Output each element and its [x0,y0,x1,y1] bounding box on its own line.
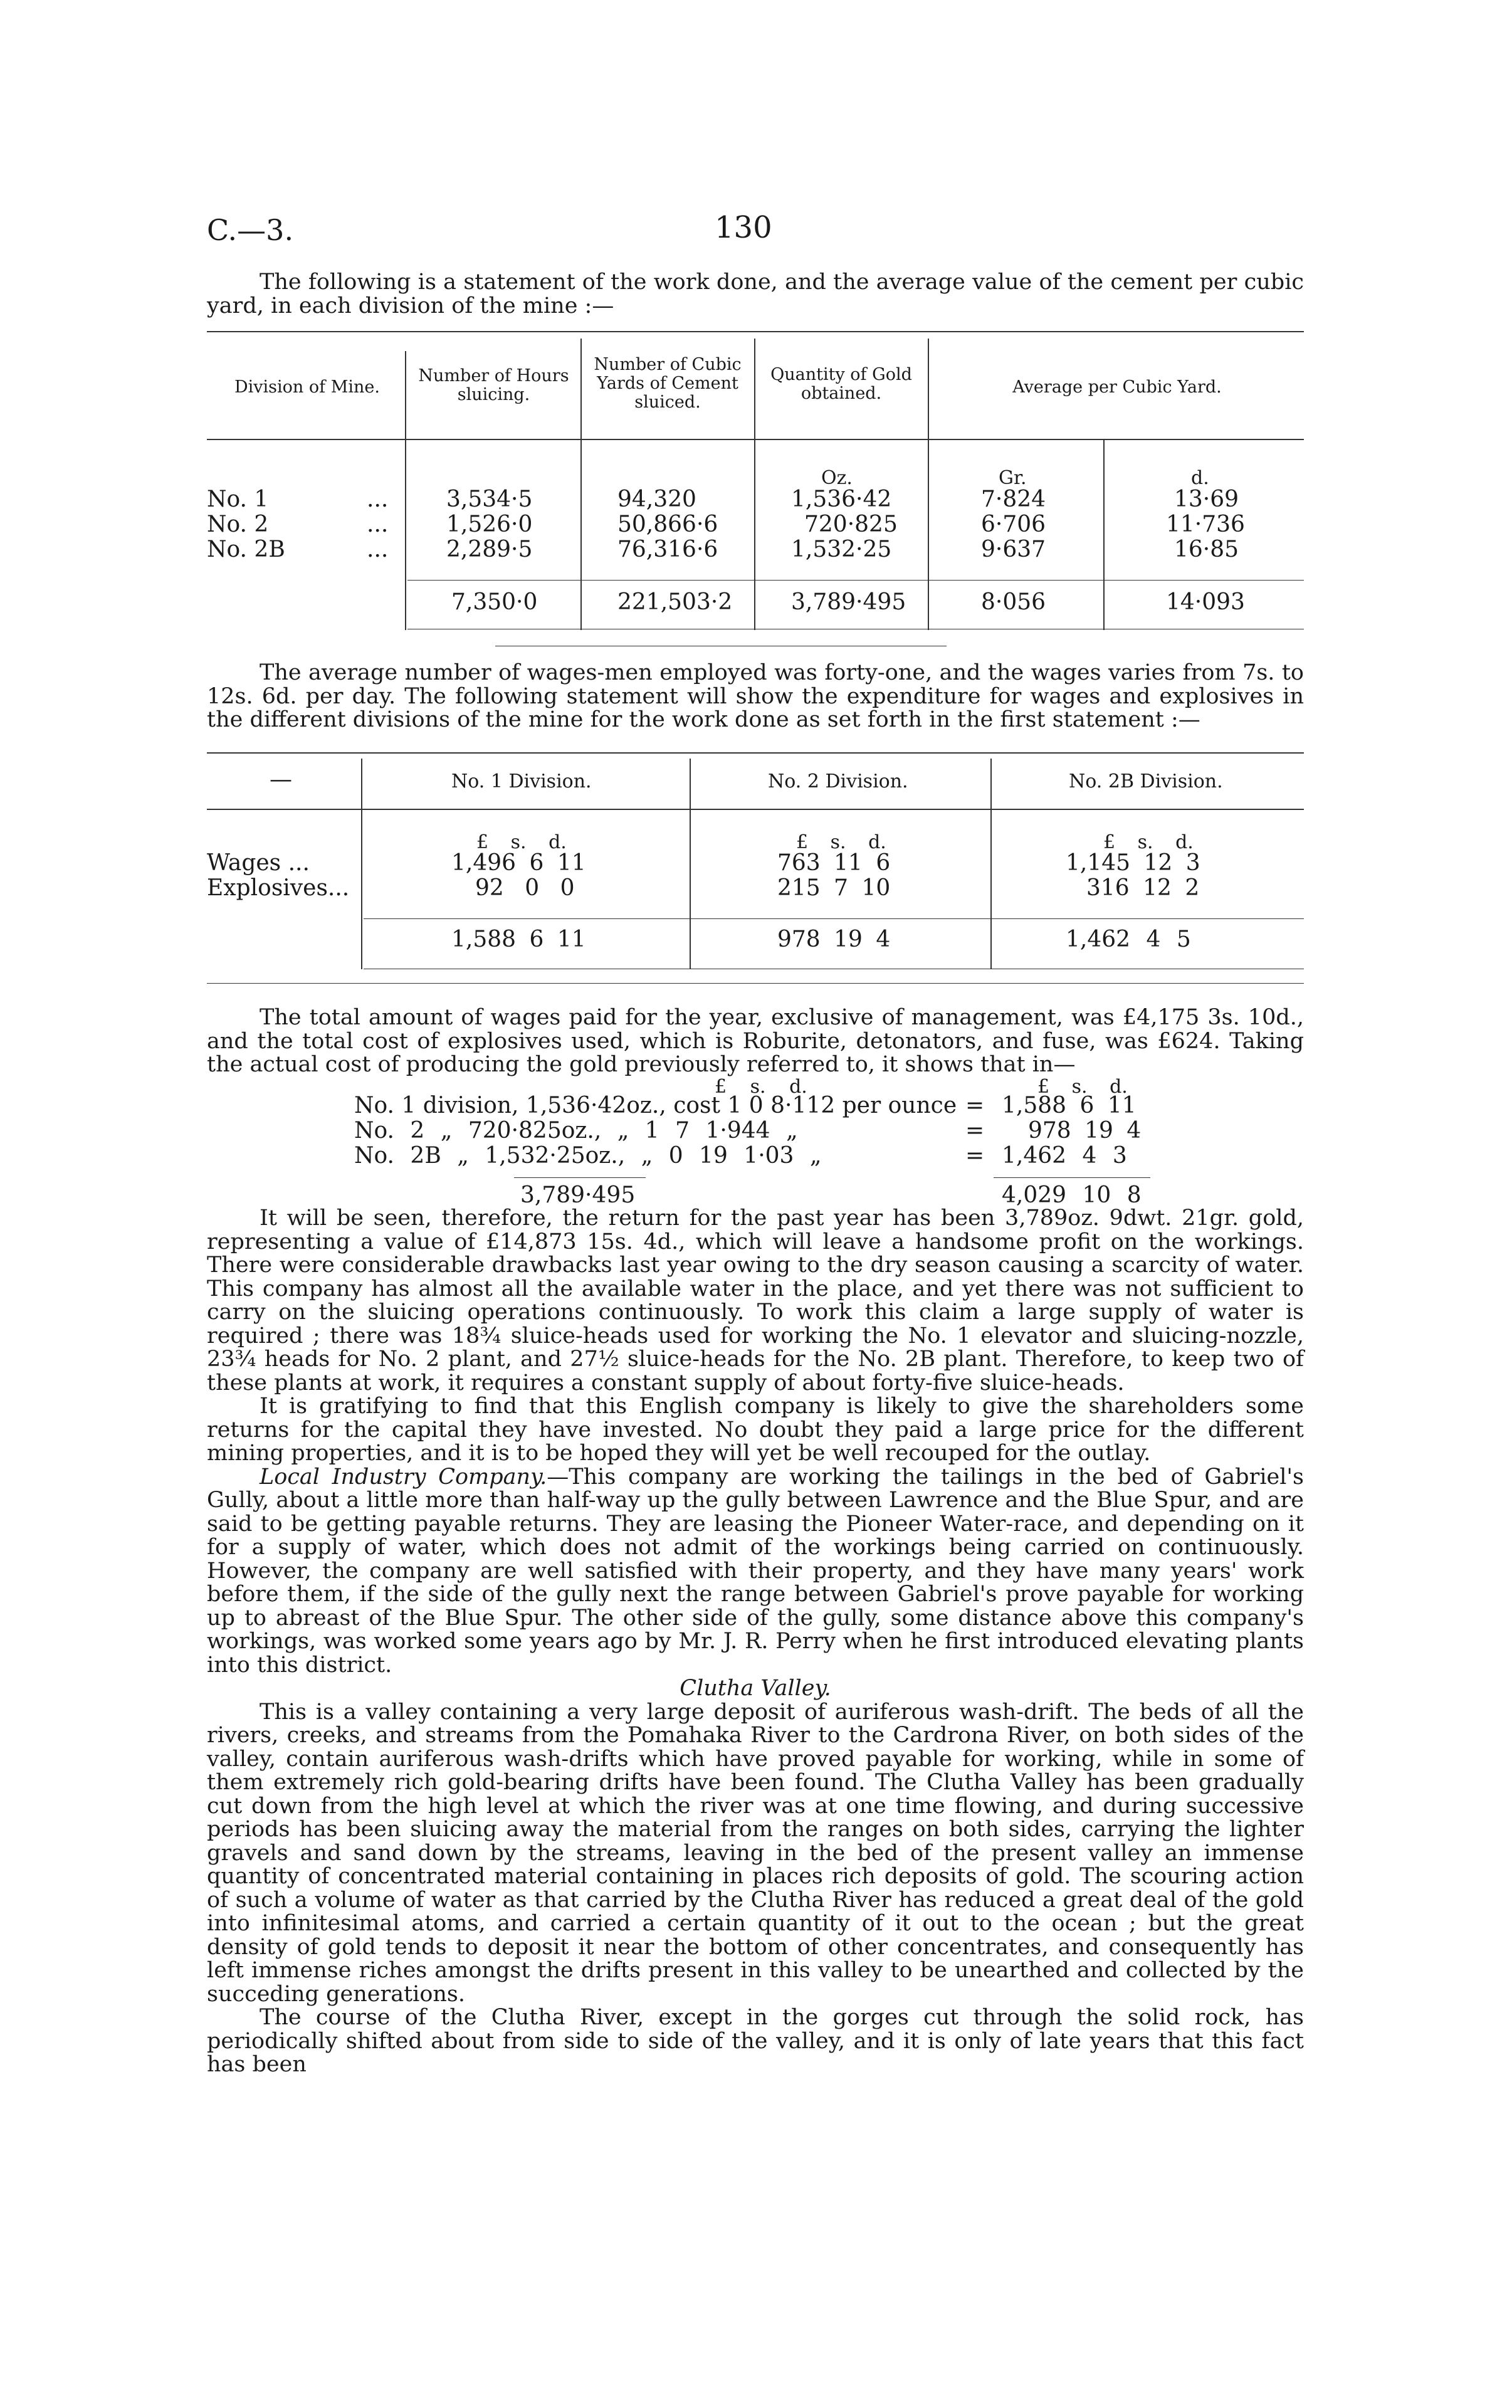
table-vrule [580,339,582,630]
table-row-division: No. 2 [207,512,269,537]
table-row-d: 11·736 [1166,512,1245,537]
total-div2b: 1,462 4 5 [1066,927,1191,952]
table-rule [207,331,1304,332]
wages-div2: 763 11 6 [777,850,891,876]
header-division: Division of Mine. [234,377,380,397]
cost-line-result: 1,462 4 3 [1002,1143,1127,1169]
table-vrule [990,759,992,969]
table-row-d: 16·85 [1174,537,1239,562]
cost-line-label: No. 2 „ 720·825oz., „ 1 7 1·944 „ [354,1118,798,1144]
table-row-hours: 1,526·0 [446,512,533,537]
table-row-division: No. 2B [207,537,285,562]
unit-d: d. [1191,467,1209,489]
total-hours: 7,350·0 [451,589,538,615]
local-industry-paragraph: Local Industry Company.—This company are working the tailings in the bed of Gabriel's Gully, about a little more than half-way up the gully between Lawrence and the Blue Spur, and are said to be getting payable returns. They are leasing the Pioneer Water-race, and depending on it for a supply of water, which does not admit of the workings being carried on continuously. However, the company are well satisfied with their property, and they have many years' work before them, if the side of the gully next the range between Gabriel's prove payable for working up to abreast of the Blue Spur. The other side of the gully, some distance above this company's workings, was worked some years ago by Mr. J. R. Perry when he first introduced elevating plants into this district. [207,1464,1304,1678]
unit-lsd: £ s. d. [796,831,886,853]
table-vrule [361,759,362,969]
header-gold: Quantity of Gold obtained. [770,365,912,403]
table-row-hours: 2,289·5 [446,537,533,562]
cost-line-label: No. 2B „ 1,532·25oz., „ 0 19 1·03 „ [354,1143,822,1169]
total-d: 14·093 [1166,589,1245,615]
table-vrule [928,339,929,630]
local-industry-title: Local Industry Company. [260,1464,547,1490]
table-row-gr: 9·637 [981,537,1046,562]
total-gr: 8·056 [981,589,1046,615]
document-reference: C.—3. [207,213,294,247]
cost-units-left: £ s. d. [715,1076,807,1098]
wages-div1: 1,496 6 11 [451,850,586,876]
header-dash: — [270,767,292,792]
cost-line-result: 1,588 6 11 [1002,1093,1137,1118]
table-row-yards: 94,320 [617,486,696,512]
table-row-gr: 6·706 [981,512,1046,537]
table-vrule [754,339,755,630]
row-label-explosives: Explosives... [207,875,350,901]
table-row-gold: 720·825 [804,512,898,537]
unit-gr: Gr. [999,467,1027,489]
table-row-dots: ... [367,486,389,512]
total-paragraph: The total amount of wages paid for the year, exclusive of management, was £4,175 3s. 10d., and the total cost of explosives used, which is Roburite, detonators, and fuse, was £624. Taking the actual cost of producing the gold previously referred to, it shows that in— [207,1005,1304,1077]
table-row-gold: 1,532·25 [791,537,892,562]
total-div1: 1,588 6 11 [451,927,586,952]
explosives-div1: 92 0 0 [475,875,575,901]
wages-paragraph: The average number of wages-men employed was forty-one, and the wages varies from 7s. to 12s. 6d. per day. The following statement will show the expenditure for wages and explosives in the different divisions of the mine for the work done as set forth in the first statement :— [207,660,1304,732]
table-vrule [1103,439,1105,630]
table-rule [407,580,1304,581]
cost-units-right: £ s. d. [1037,1076,1128,1098]
header-division-1: No. 1 Division. [451,770,592,792]
table-row-yards: 50,866·6 [617,512,718,537]
header-division-2: No. 2 Division. [768,770,908,792]
table-rule [207,439,1304,440]
sum-rule [994,1177,1150,1178]
section-heading: Clutha Valley. [680,1676,831,1701]
explosives-div2b: 316 12 2 [1086,875,1200,901]
header-yards: Number of Cubic Yards of Cement sluiced. [594,355,742,412]
explosives-div2: 215 7 10 [777,875,891,901]
header-average: Average per Cubic Yard. [1012,377,1222,397]
row-label-wages: Wages ... [207,850,310,876]
table-vrule [690,759,691,969]
sum-rule [514,1177,646,1178]
cost-line-label: No. 1 division, 1,536·42oz., cost 1 0 8·112 per ounce [354,1093,957,1118]
total-gold: 3,789·495 [791,589,906,615]
total-cost: 4,029 10 8 [1002,1182,1142,1208]
table-row-d: 13·69 [1174,486,1239,512]
intro-paragraph: The following is a statement of the work done, and the average value of the cement per cubic yard, in each division of the mine :— [207,270,1304,318]
table-row-dots: ... [367,512,389,537]
cost-line-eq: = [965,1093,985,1118]
cost-line-eq: = [965,1118,985,1144]
table-vrule [405,351,406,630]
table-rule [207,983,1304,984]
table-row-yards: 76,316·6 [617,537,718,562]
table-row-dots: ... [367,537,389,562]
cost-line-result: 978 19 4 [1028,1118,1142,1144]
table-row-hours: 3,534·5 [446,486,533,512]
table-rule [207,809,1304,810]
table-rule [364,918,1304,919]
page-number: 130 [715,210,772,245]
total-yards: 221,503·2 [617,589,733,615]
total-ounces: 3,789·495 [520,1182,636,1208]
wages-div2b: 1,145 12 3 [1066,850,1200,876]
unit-lsd: £ s. d. [1103,831,1194,853]
table-row-gold: 1,536·42 [791,486,892,512]
table-rule [207,752,1304,754]
unit-oz: Oz. [821,467,853,489]
header-hours: Number of Hours sluicing. [418,366,569,404]
table-row-division: No. 1 [207,486,269,512]
total-div2: 978 19 4 [777,927,891,952]
header-division-2b: No. 2B Division. [1069,770,1223,792]
body-paragraphs: It will be seen, therefore, the return for the past year has been 3,789oz. 9dwt. 21gr. gold, representing a value of £14,873 15s. 4d., which will leave a handsome profit on the workings. There were considerable drawbacks last year owing to the dry season causing a scarcity of water. This company has almost all the available water in the place, and yet there was not sufficient to carry on the sluicing operations continuously. To work this claim a large supply of water is required ; there was 18¾ sluice-heads used for working the No. 1 elevator and sluicing-nozzle, 23¾ heads for No. 2 plant, and 27½ sluice-heads for the No. 2B plant. Therefore, to keep two of these plants at work, it requires a constant supply of about forty-five sluice-heads. It is gratifying to find that this English company is likely to give the shareholders some returns for the capital they have invested. No doubt they paid a large price for the different mining properties, and it is to be hoped they will yet be well recouped for the outlay. Local Industry Company.—This company are working the tailings in the bed of Gabriel's Gully, about a little more than half-way up the gully between Lawrence and the Blue Spur, and are said to be getting payable returns. They are leasing the Pioneer Water-race, and depending on it for a supply of water, which does not admit of the workings being carried on continuously. However, the company are well satisfied with their property, and they have many years' work before them, if the side of the gully next the range between Gabriel's prove payable for working up to abreast of the Blue Spur. The other side of the gully, some distance above this company's workings, was worked some years ago by Mr. J. R. Perry when he first introduced elevating plants into this district. Clutha Valley. This is a valley containing a very large deposit of auriferous wash-drift. The beds of all the rivers, creeks, and streams from the Pomahaka River to the Cardrona River, on both sides of the valley, contain auriferous wash-drifts which have proved payable for working, while in some of them extremely rich gold-bearing drifts have been found. The Clutha Valley has been gradually cut down from the high level at which the river was at one time flowing, and during successive periods has been sluicing away the material from the ranges on both sides, carrying the lighter gravels and sand down by the streams, leaving in the bed of the present valley an immense quantity of concentrated material containing in places rich deposits of gold. The scouring action of such a volume of water as that carried by the Clutha River has reduced a great deal of the gold into infinitesimal atoms, and carried a certain quantity of it out to the ocean ; but the great density of gold tends to deposit it near the bottom of other concentrates, and consequently has left immense riches amongst the drifts present in this valley to be unearthed and collected by the succeding generations. The course of the Clutha River, except in the gorges cut through the solid rock, has periodically shifted about from side to side of the valley, and it is only of late years that this fact has been [207,1206,1304,2077]
table-row-gr: 7·824 [981,486,1046,512]
cost-line-eq: = [965,1143,985,1169]
unit-lsd: £ s. d. [476,831,567,853]
